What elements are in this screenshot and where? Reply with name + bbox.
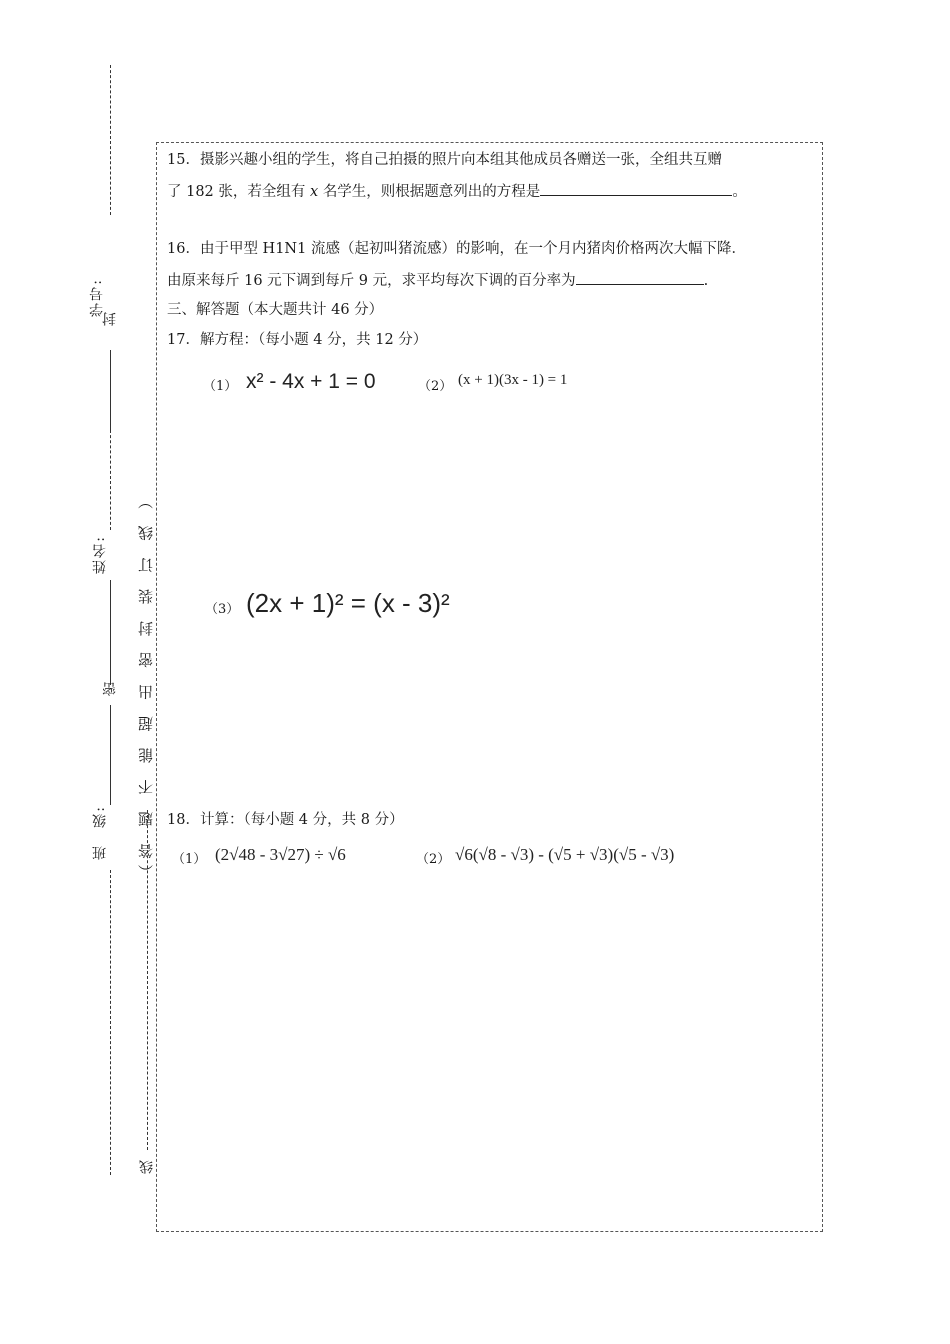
name-label: 姓名: <box>92 535 108 574</box>
q17-part1-label: （1） <box>203 379 238 394</box>
q17-part3-equation: (2x + 1)² = (x - 3)² <box>246 588 450 618</box>
q15-text-b: 名学生，则根据题意列出的方程是 <box>322 184 541 200</box>
section-3-heading: 三、解答题（本大题共计 46 分） <box>167 302 384 318</box>
q18-part1-label: （1） <box>172 852 207 867</box>
binding-line-bottom <box>110 870 111 1175</box>
q16-line1: 16．由于甲型 H1N1 流感（起初叫猪流感）的影响，在一个月内猪肉价格两次大幅下降． <box>167 241 746 257</box>
q15-variable: x <box>310 184 319 200</box>
seal-char-mi: 密 <box>102 680 118 696</box>
q18-title: 18．计算：（每小题 4 分，共 8 分） <box>167 812 404 828</box>
binding-warning-note: （答 题 不 能 超 出 密 封 装 订 线 ） <box>137 488 155 880</box>
q18-part2-label: （2） <box>416 852 451 867</box>
q15-line2 <box>167 181 747 202</box>
q17-part2-label: （2） <box>418 379 453 394</box>
class-label: 班 级: <box>92 805 108 860</box>
student-id-label: 学号: <box>89 278 105 317</box>
seal-char-feng: 封 <box>102 310 118 326</box>
binding-line-inner <box>147 810 148 1150</box>
student-id-blank <box>110 350 111 430</box>
q17-title: 17．解方程：（每小题 4 分，共 12 分） <box>167 332 428 348</box>
seal-char-xian: 线 <box>139 1158 155 1174</box>
q16-end: . <box>703 273 709 289</box>
q16-line2 <box>167 270 708 291</box>
q15-line1: 15．摄影兴趣小组的学生，将自己拍摄的照片向本组其他成员各赠送一张，全组共互赠 <box>167 152 722 168</box>
q16-answer-blank[interactable] <box>576 270 704 285</box>
binding-line-top <box>110 65 111 215</box>
q17-part2-equation: (x + 1)(3x - 1) = 1 <box>458 372 568 388</box>
name-blank-top <box>110 430 111 530</box>
q15-end: 。 <box>732 184 747 200</box>
q17-part1-equation: x² - 4x + 1 = 0 <box>246 370 376 393</box>
q15-text-a: 了 182 张，若全组有 <box>167 184 306 200</box>
q18-part2-expression: √6(√8 - √3) - (√5 + √3)(√5 - √3) <box>455 845 675 864</box>
class-blank <box>110 705 111 805</box>
q15-answer-blank[interactable] <box>540 181 732 196</box>
q16-text: 由原来每斤 16 元下调到每斤 9 元，求平均每次下调的百分率为 <box>167 273 576 289</box>
q17-part3-label: （3） <box>205 602 240 617</box>
name-blank <box>110 580 111 685</box>
q18-part1-expression: (2√48 - 3√27) ÷ √6 <box>215 845 346 864</box>
